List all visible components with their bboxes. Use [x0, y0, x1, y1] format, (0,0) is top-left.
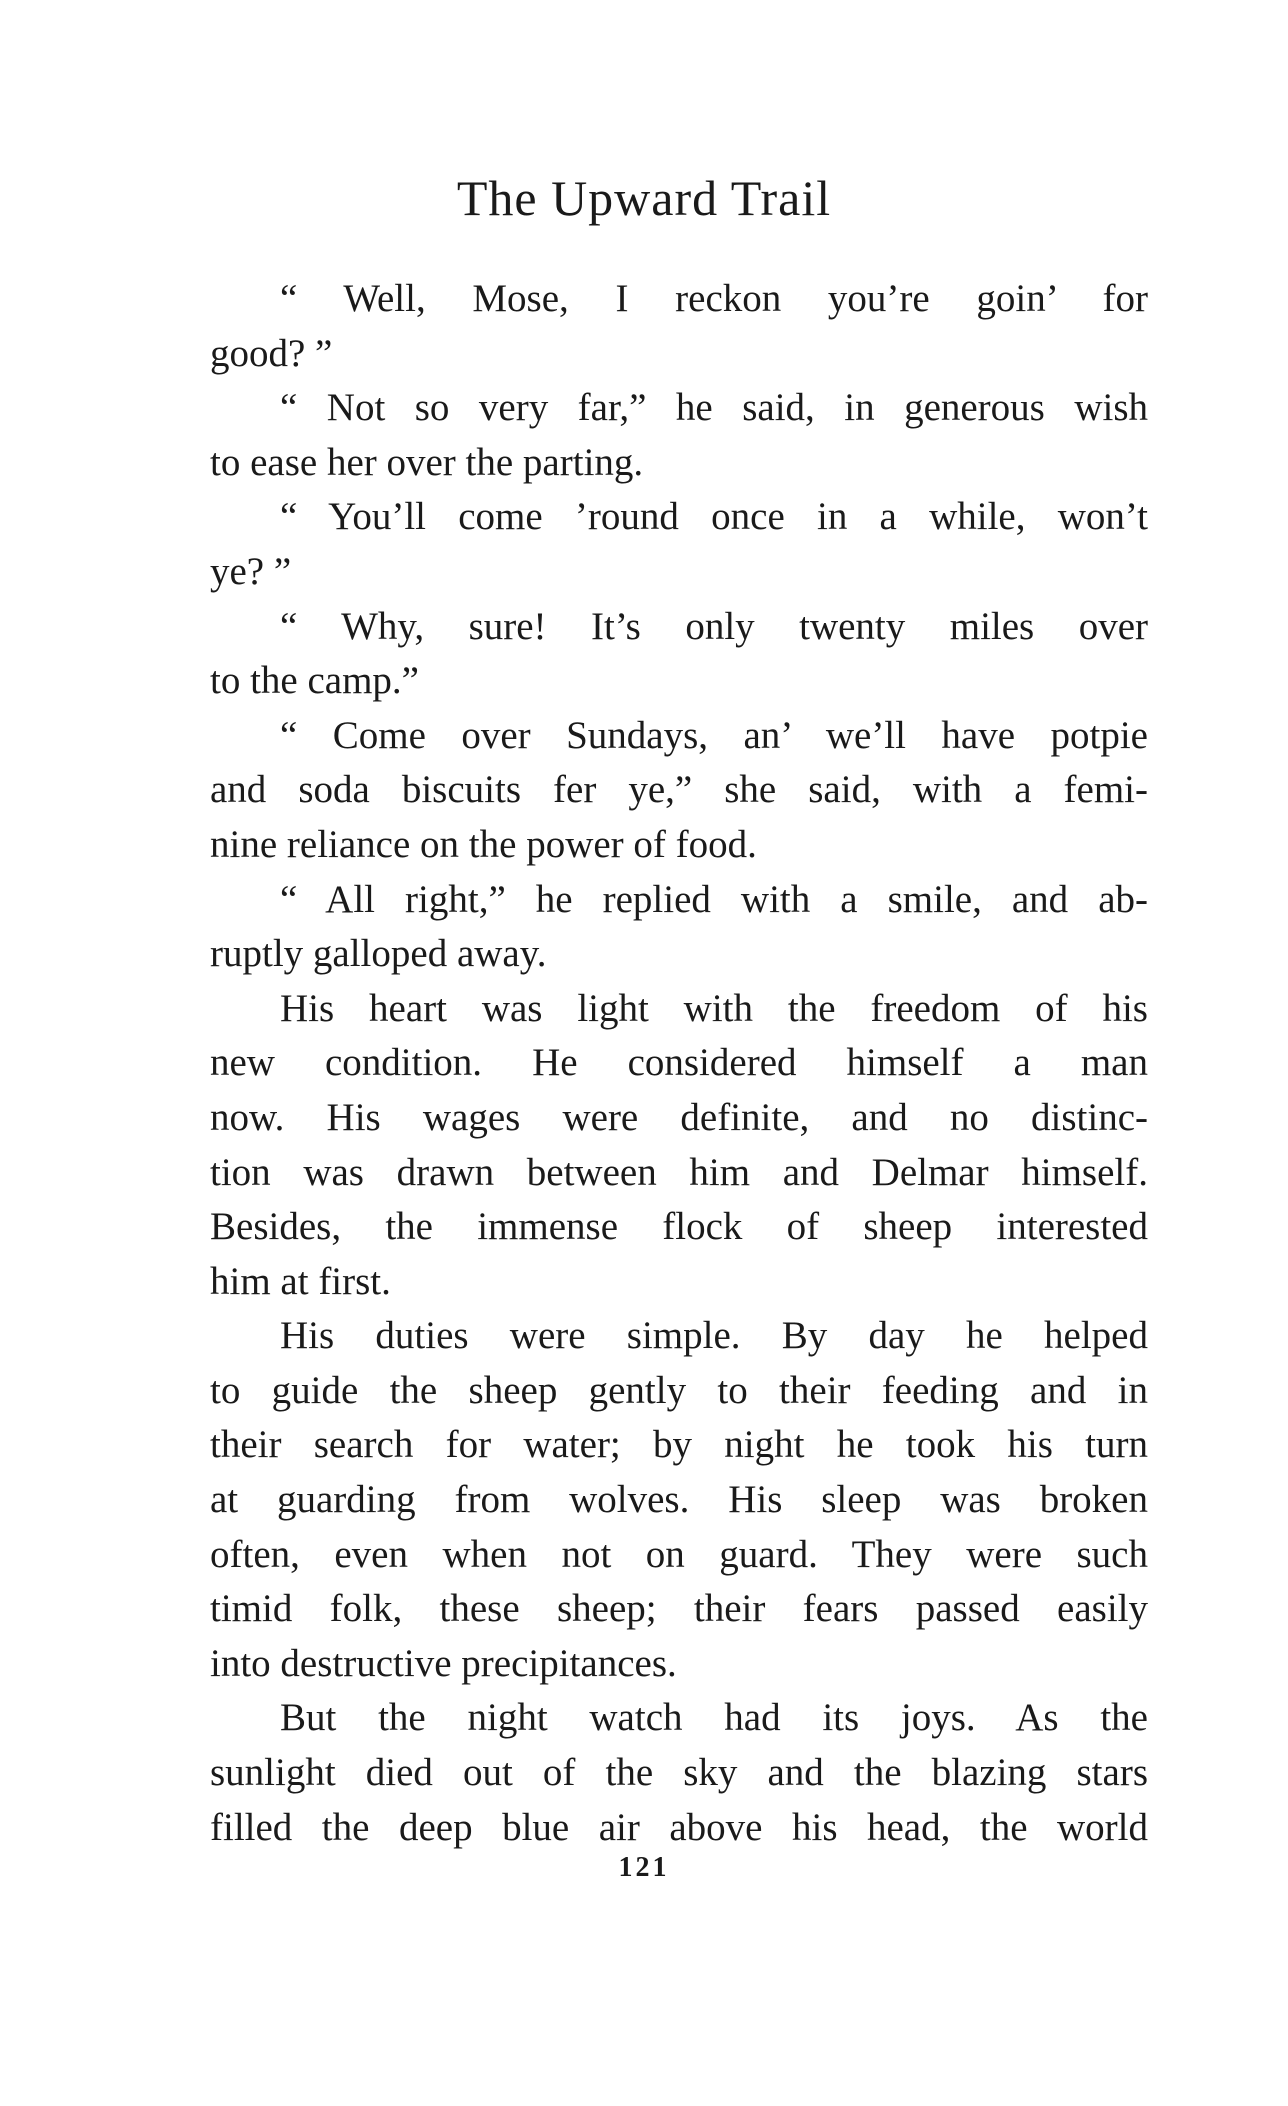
text-line: His heart was light with the freedom of his [280, 986, 1148, 1030]
text-line: “ Well, Mose, I reckon you’re goin’ for [280, 277, 1148, 320]
text-line: But the night watch had its joys. As the [280, 1696, 1148, 1740]
text-line: “ You’ll come ’round once in a while, won’t [280, 495, 1148, 539]
text-line: Besides, the immense flock of sheep interested [210, 1205, 1148, 1249]
text-line: to guide the sheep gently to their feeding and in [210, 1368, 1148, 1412]
text-line: now. His wages were definite, and no distinc- [210, 1095, 1148, 1139]
text-line: good? ” [210, 331, 333, 375]
text-line: “ Not so very far,” he said, in generous wish [280, 386, 1148, 430]
text-line: ye? ” [210, 549, 292, 593]
page-number: 121 [618, 1852, 670, 1883]
text-line: filled the deep blue air above his head, the world [210, 1805, 1148, 1849]
running-head: The Upward Trail [456, 170, 832, 226]
text-line: at guarding from wolves. His sleep was broken [210, 1478, 1148, 1522]
text-line: to the camp.” [210, 659, 419, 703]
text-line: “ All right,” he replied with a smile, and ab- [280, 877, 1148, 921]
body-text [210, 272, 1148, 1855]
text-line: “ Come over Sundays, an’ we’ll have potpie [280, 713, 1148, 757]
text-line: ruptly galloped away. [210, 932, 547, 976]
text-line: nine reliance on the power of food. [210, 822, 757, 866]
text-line: him at first. [210, 1259, 391, 1303]
text-line: often, even when not on guard. They were such [210, 1532, 1148, 1576]
text-line: sunlight died out of the sky and the blazing stars [210, 1751, 1148, 1795]
text-line: His duties were simple. By day he helped [280, 1314, 1148, 1358]
text-line: and soda biscuits fer ye,” she said, with a femi- [210, 768, 1148, 812]
text-line: new condition. He considered himself a man [210, 1041, 1148, 1085]
text-line: timid folk, these sheep; their fears passed easily [210, 1587, 1148, 1631]
text-line: tion was drawn between him and Delmar himself. [210, 1150, 1148, 1194]
text-line: to ease her over the parting. [210, 440, 644, 484]
text-line: their search for water; by night he took his turn [210, 1423, 1148, 1467]
text-line: “ Why, sure! It’s only twenty miles over [280, 604, 1148, 648]
text-line: into destructive precipitances. [210, 1641, 677, 1685]
